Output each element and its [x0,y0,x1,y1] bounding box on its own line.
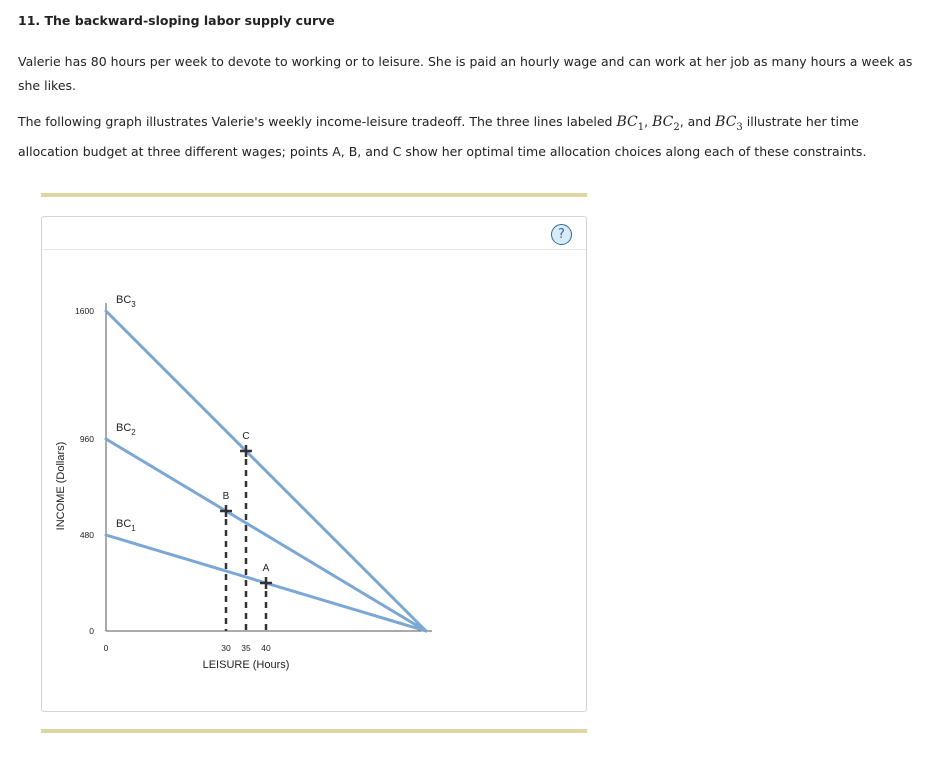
point-label-a: A [262,563,270,574]
graph-panel [41,216,587,712]
x-axis-title: LEISURE (Hours) [202,659,290,671]
question-title: 11. The backward-sloping labor supply curve [18,13,335,28]
question-intro: Valerie has 80 hours per week to devote to working or to leisure. She is paid an hourly wage and can work at her job as many hours a week as she likes. [18,54,913,93]
help-icon[interactable]: ? [551,224,572,245]
question-description: The following graph illustrates Valerie's weekly income-leisure tradeoff. The three lines labeled $BC_1$, $BC_2$, and $BC_3$ illustrate her time allocation budget at three different wages; points A, B, and C show her optimal time allocation choices along each of these constraints. [18,114,867,159]
label-bc1: $BC_1$ [116,518,136,533]
x-tick-label-30: 30 [221,643,231,653]
y-tick-label-480: 480 [79,530,94,540]
bottom-divider [41,729,587,733]
x-tick-label-35: 35 [241,643,251,653]
point-label-c: C [242,431,250,442]
x-tick-label-40: 40 [261,643,271,653]
y-tick-label-0: 0 [89,626,94,636]
label-bc2: $BC_2$ [116,422,136,437]
bc1-term: $BC_1$ [616,114,645,133]
description-end: illustrate her time allocation budget at three different wages; points A, B, and C show her optimal time allocation choices along each of these constraints. [18,114,867,159]
bc2-term: $BC_2$ [652,114,680,133]
description-start: The following graph illustrates Valerie's weekly income-leisure tradeoff. The three lines labeled [18,114,617,129]
y-axis-title: INCOME (Dollars) [55,441,67,531]
label-bc3: $BC_3$ [116,294,136,309]
x-tick-label-origin: 0 [103,643,109,653]
income-leisure-chart [42,217,586,711]
y-tick-label-1600: 1600 [75,306,94,316]
y-tick-label-960: 960 [79,434,94,444]
point-label-b: B [222,491,230,502]
top-divider [41,193,587,197]
bc3-term: $BC_3$ [715,114,743,133]
